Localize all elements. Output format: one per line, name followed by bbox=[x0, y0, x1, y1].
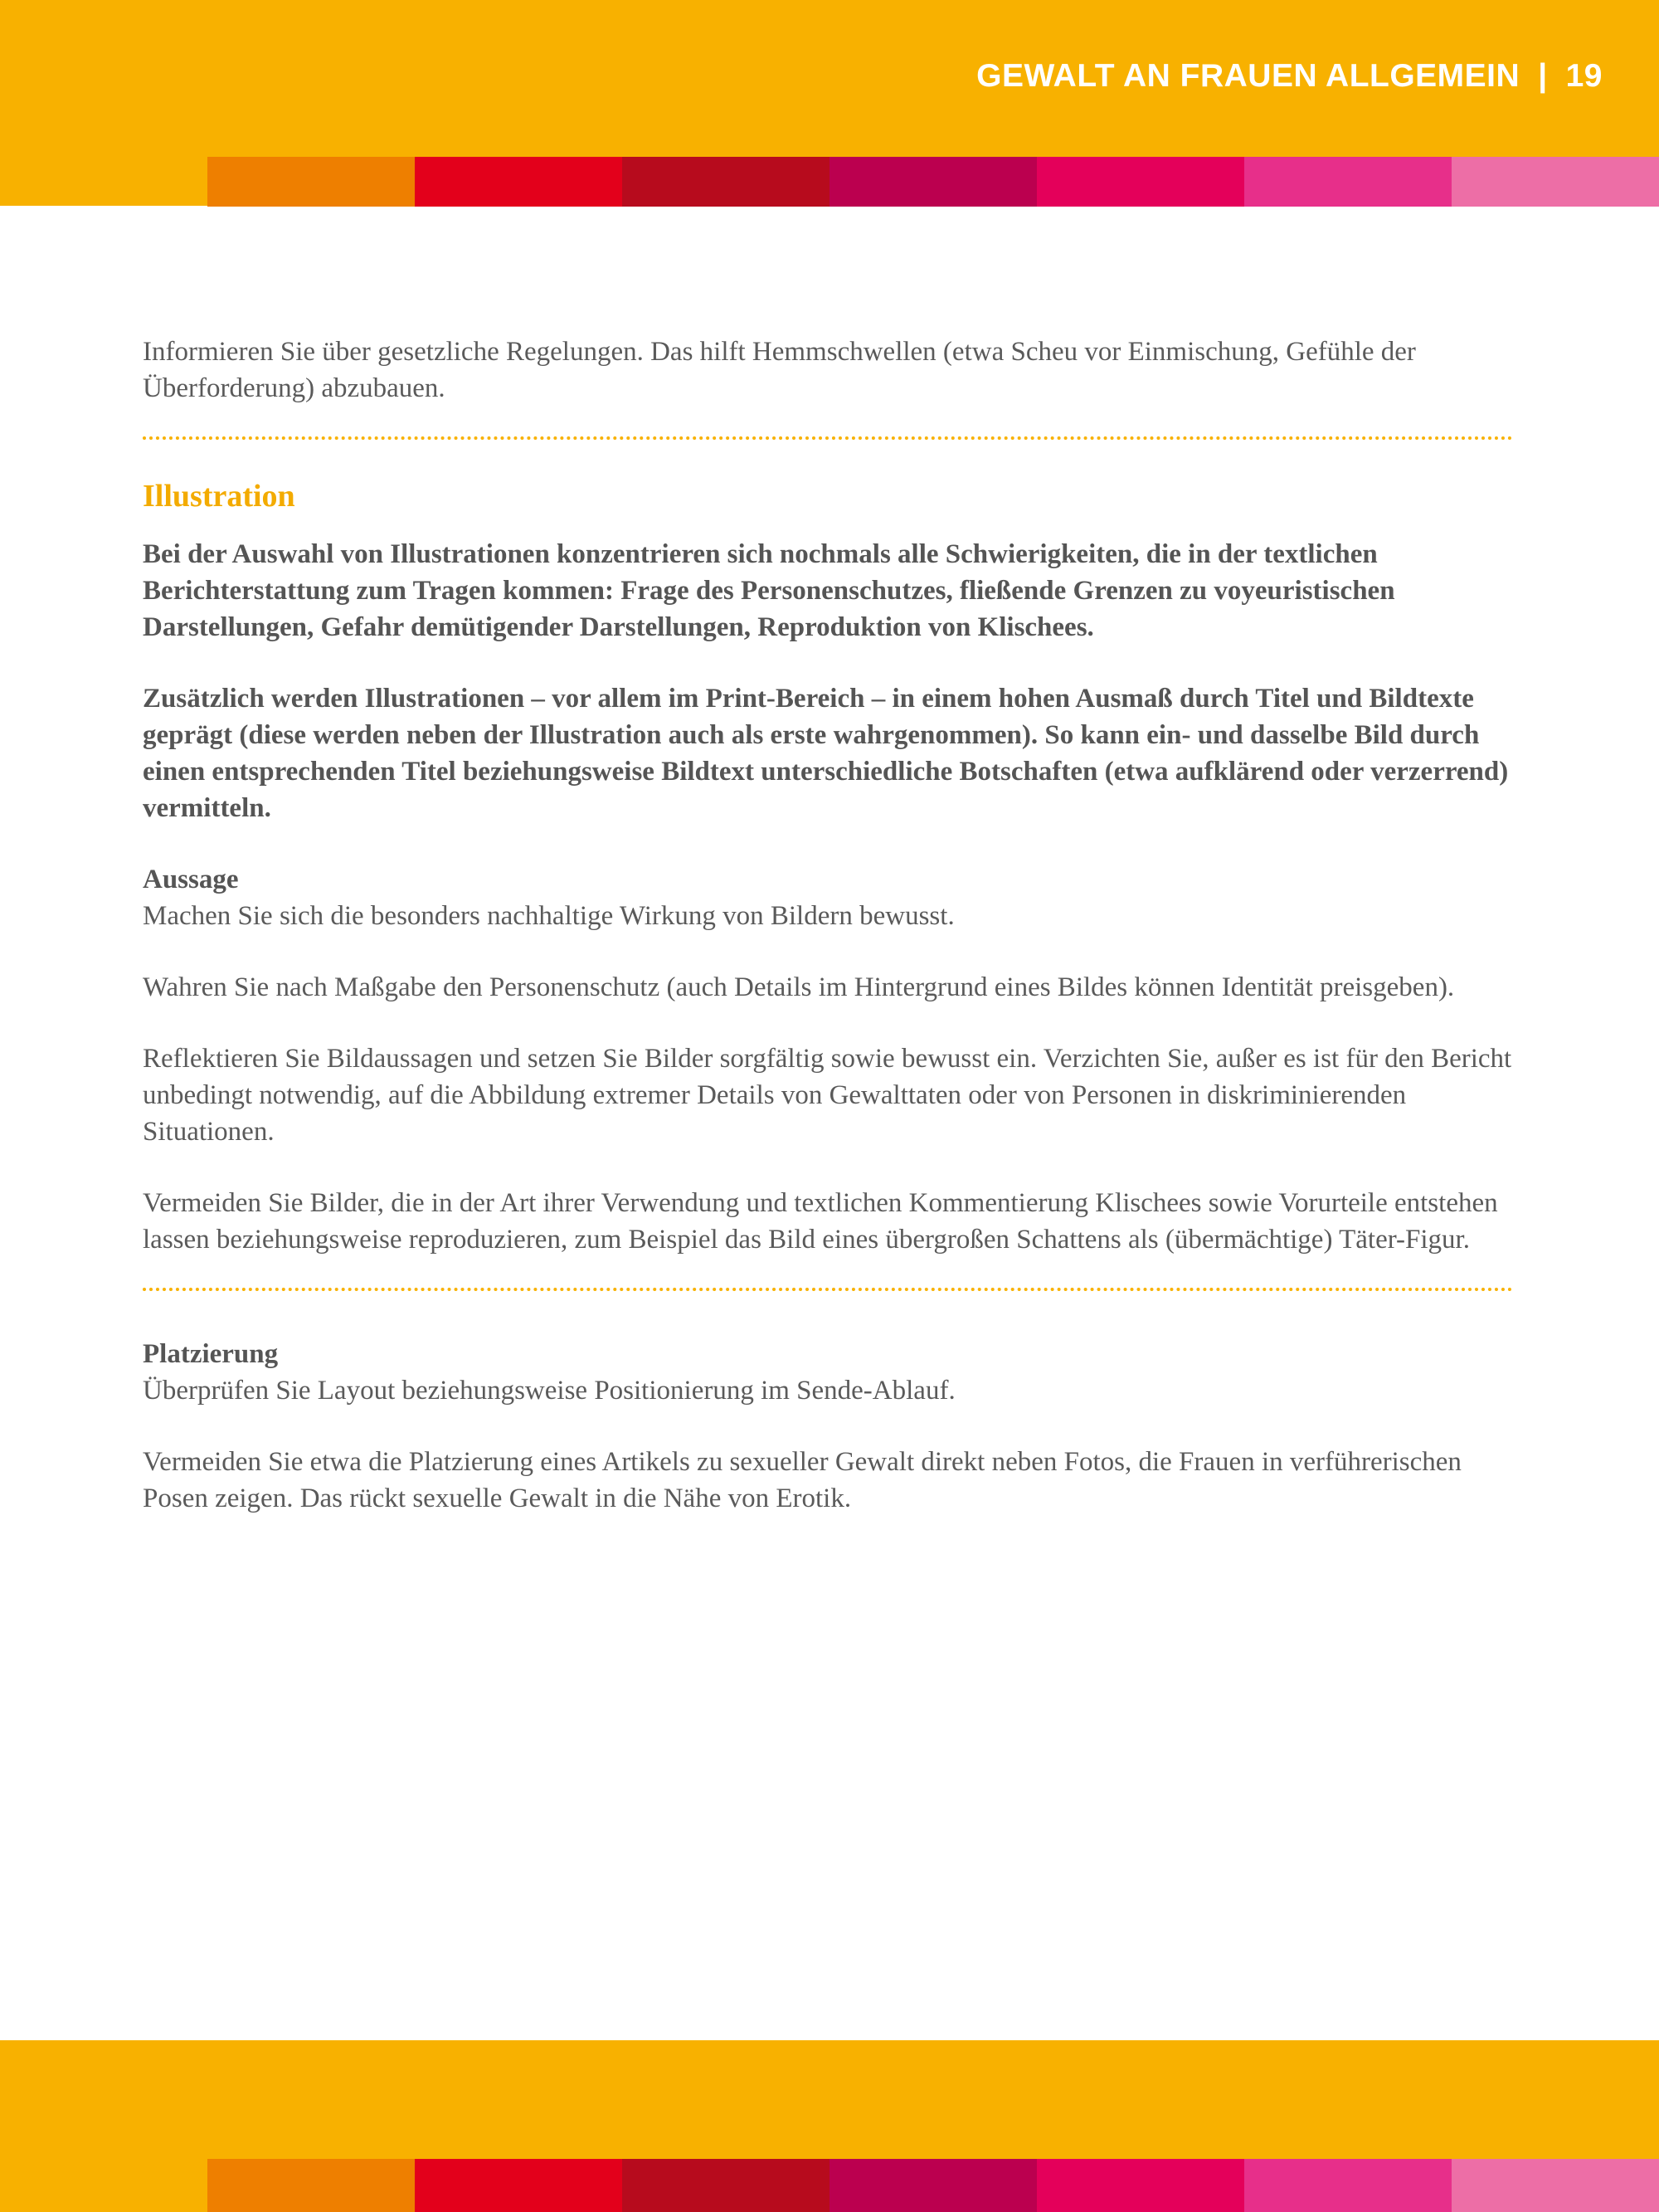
body-paragraph: Überprüfen Sie Layout beziehungsweise Positionierung im Sende-Ablauf. bbox=[143, 1376, 956, 1406]
stripe-dark-red bbox=[622, 2159, 830, 2212]
subheading-platzierung: Platzierung bbox=[143, 1339, 279, 1369]
body-paragraph: Vermeiden Sie Bilder, die in der Art ihrer Verwendung und textlichen Kommentierung Klischees sowie Vorurteile entstehen lassen beziehungsweise reproduzieren, zum Beispiel das Bild eines übergroßen Schattens als (übermächtige) Täter-Figur. bbox=[143, 1188, 1498, 1255]
body-paragraph: Wahren Sie nach Maßgabe den Personenschutz (auch Details im Hintergrund eines Bildes können Identität preisgeben). bbox=[143, 972, 1455, 1002]
stripe-magenta bbox=[1037, 2159, 1244, 2212]
body-paragraph: Vermeiden Sie etwa die Platzierung eines Artikels zu sexueller Gewalt direkt neben Fotos, die Frauen in verführerischen Posen zeigen. Das rückt sexuelle Gewalt in die Nähe von Erotik. bbox=[143, 1447, 1462, 1513]
intro-paragraph: Informieren Sie über gesetzliche Regelungen. Das hilft Hemmschwellen (etwa Scheu vor Einmischung, Gefühle der Überforderung) abzubauen. bbox=[143, 337, 1416, 403]
bold-paragraph: Bei der Auswahl von Illustrationen konzentrieren sich nochmals alle Schwierigkeiten, die in der textlichen Berichterstattung zum Tragen kommen: Frage des Personenschutzes, fließende Grenzen zu voyeuristischen Darstellungen, Gefahr demütigender Darstellungen, Reproduktion von Klischees. bbox=[143, 539, 1395, 642]
running-header bbox=[976, 58, 1603, 95]
stripe-dark-red bbox=[622, 157, 830, 207]
bold-paragraph: Zusätzlich werden Illustrationen – vor allem im Print-Bereich – in einem hohen Ausmaß durch Titel und Bildtexte geprägt (diese werden neben der Illustration auch als erste wahrgenommen). So kann ein- und dasselbe Bild durch einen entsprechenden Titel beziehungsweise Bildtext unterschiedliche Botschaften (etwa aufklärend oder verzerrend) vermitteln. bbox=[143, 684, 1509, 823]
stripe-red bbox=[415, 157, 622, 207]
stripe-orange bbox=[207, 157, 415, 207]
stripe-pink bbox=[1244, 2159, 1452, 2212]
stripe-crimson bbox=[830, 2159, 1037, 2212]
section-title-illustration: Illustration bbox=[143, 479, 295, 514]
subheading-aussage: Aussage bbox=[143, 865, 239, 894]
page-number: 19 bbox=[1565, 58, 1603, 94]
header-separator: | bbox=[1538, 58, 1548, 94]
page-content bbox=[143, 334, 1520, 1517]
color-stripe-footer bbox=[207, 2159, 1659, 2212]
body-paragraph: Reflektieren Sie Bildaussagen und setzen Sie Bilder sorgfältig sowie bewusst ein. Verzichten Sie, außer es ist für den Bericht unbedingt notwendig, auf die Abbildung extremer Details von Gewalttaten oder von Personen in diskriminierenden Situationen. bbox=[143, 1044, 1512, 1147]
stripe-light-pink bbox=[1452, 2159, 1659, 2212]
color-stripe-header bbox=[207, 157, 1659, 207]
dotted-divider bbox=[143, 1288, 1513, 1291]
chapter-title: GEWALT AN FRAUEN ALLGEMEIN bbox=[976, 58, 1520, 94]
stripe-red bbox=[415, 2159, 622, 2212]
stripe-orange bbox=[207, 2159, 415, 2212]
dotted-divider bbox=[143, 436, 1513, 440]
stripe-pink bbox=[1244, 157, 1452, 207]
stripe-light-pink bbox=[1452, 157, 1659, 207]
stripe-crimson bbox=[830, 157, 1037, 207]
stripe-magenta bbox=[1037, 157, 1244, 207]
body-paragraph: Machen Sie sich die besonders nachhaltige Wirkung von Bildern bewusst. bbox=[143, 901, 955, 931]
